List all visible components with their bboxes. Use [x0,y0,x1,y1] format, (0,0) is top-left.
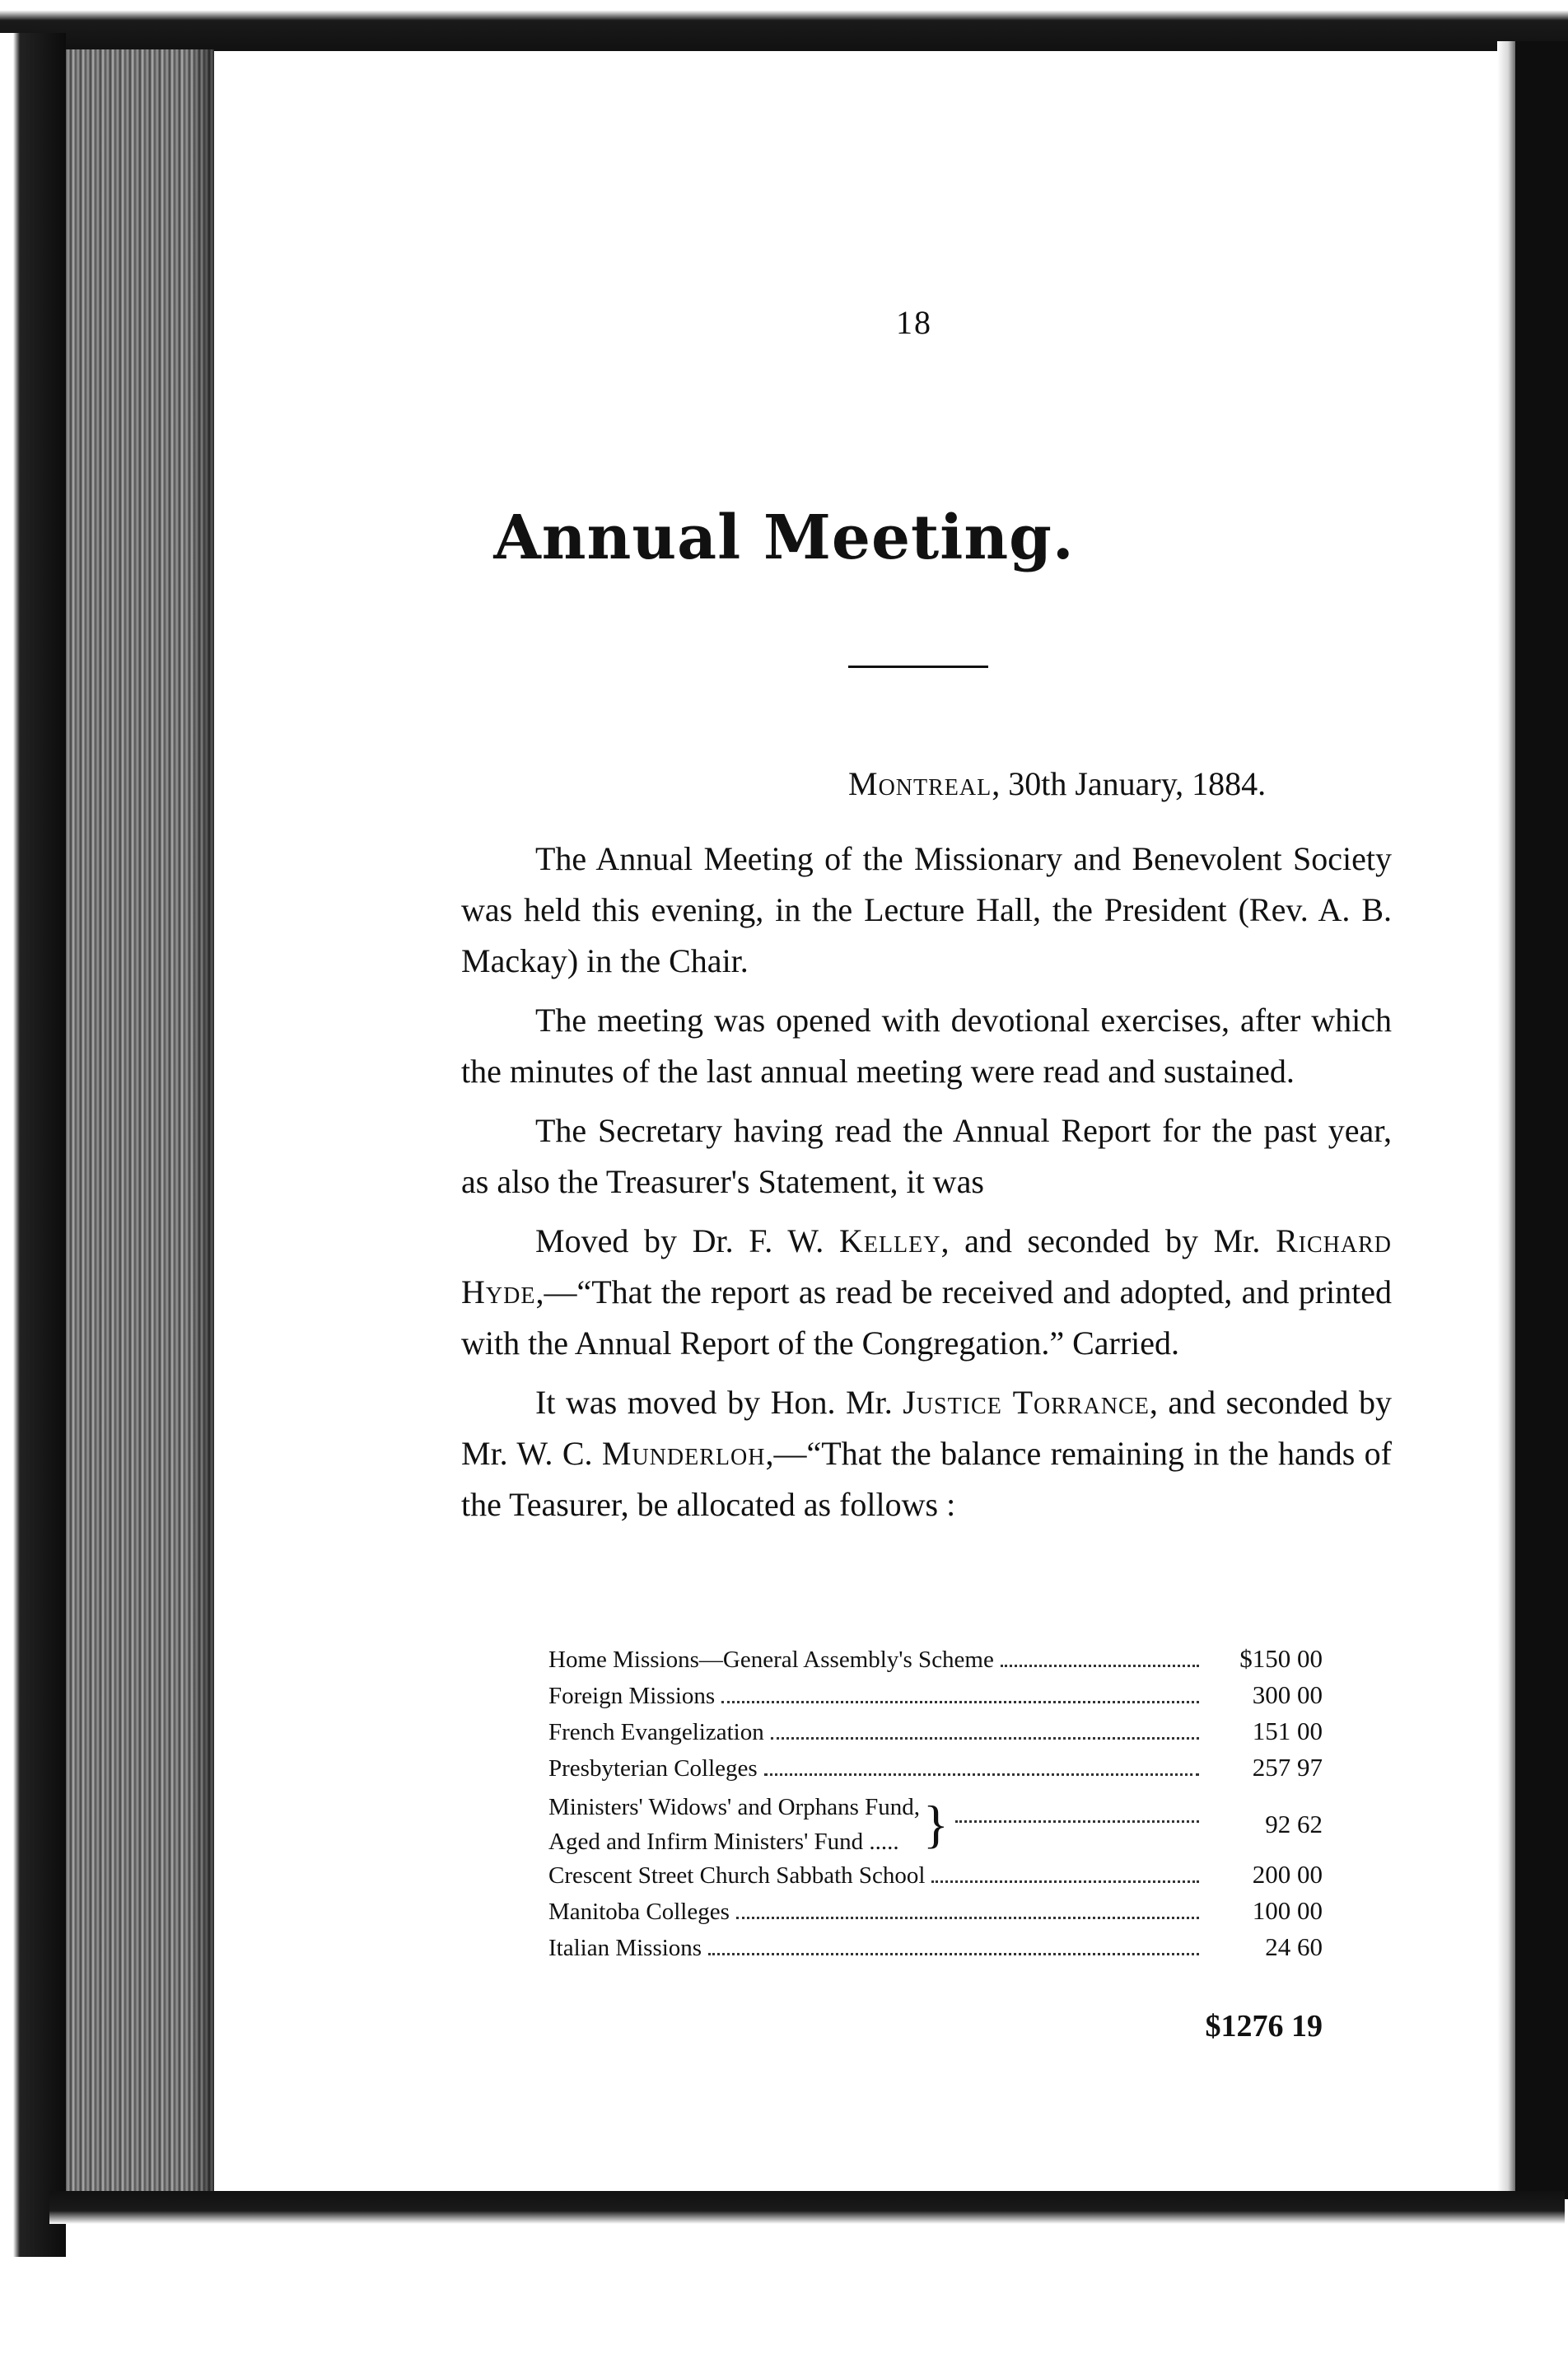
allocation-table [548,1644,1323,1969]
allocation-amount: 100 00 [1252,1896,1323,1925]
motion-1-mover: Kelley [838,1222,941,1259]
allocation-label: Home Missions—General Assembly's Scheme [548,1647,994,1673]
allocation-amount: $150 00 [1239,1644,1323,1673]
paragraph-motion-2 [461,1377,1392,1530]
title-rule [848,666,988,668]
allocation-label: Aged and Infirm Ministers' Fund ..... [548,1829,899,1855]
allocation-row [548,1860,1323,1896]
motion-2-seconder: Munderloh [601,1435,766,1472]
book-left-cover [0,33,66,2257]
brace-glyph: } [923,1795,949,1853]
leader-dots [771,1737,1199,1740]
gutter-shadow [189,49,214,2207]
allocation-row [548,1932,1323,1969]
allocation-total: $1276 19 [1205,2009,1323,2044]
allocation-amount: 200 00 [1252,1860,1323,1889]
dateline-city: Montreal [848,765,992,802]
allocation-amount: 257 97 [1252,1753,1323,1782]
leader-dots [736,1917,1199,1919]
allocation-amount: 151 00 [1252,1717,1323,1745]
allocation-amount: 92 62 [1265,1810,1323,1838]
allocation-amount: 300 00 [1252,1680,1323,1709]
motion-2-text: It was moved by Hon. Mr. [535,1384,903,1421]
motion-1-seconder: Richard Hyde [461,1222,1392,1310]
motion-1-resolution: ,—“That the report as read be received and adopted, and printed with the Annual Report of the Congregation.” Carried. [461,1273,1392,1362]
paragraph-opening: The meeting was opened with devotional exercises, after which the minutes of the last annual meeting were read and sustained. [461,1002,1392,1090]
allocation-label-group [548,1790,920,1859]
motion-2-mover: Justice Torrance [903,1384,1150,1421]
leader-dots [764,1773,1199,1776]
allocation-row [548,1644,1323,1680]
allocation-amount: 24 60 [1265,1932,1323,1961]
allocation-label: Foreign Missions [548,1683,716,1709]
allocation-row-combined [548,1789,1323,1860]
allocation-label: French Evangelization [548,1719,764,1745]
book-right-page-edge [1497,41,1515,2199]
book-bottom-edge [49,2191,1565,2224]
leader-dots [721,1701,1199,1703]
dateline-date: , 30th January, 1884. [992,765,1267,802]
allocation-label: Crescent Street Church Sabbath School [548,1862,926,1889]
leader-dots [955,1820,1199,1823]
book-top-edge [0,0,1568,51]
allocation-label: Presbyterian Colleges [548,1755,758,1782]
allocation-row [548,1753,1323,1789]
motion-1-text: Moved by Dr. F. W. [535,1222,839,1259]
dateline [848,764,1266,803]
motion-2-text-mid: , and seconded by Mr. W. C. [461,1384,1393,1472]
paragraph-meeting-held: The Annual Meeting of the Missionary and Benevolent Society was held this evening, in the Lecture Hall, the President (Rev. A. B. Mackay) in the Chair. [461,840,1392,979]
leader-dots [1001,1665,1199,1667]
allocation-row [548,1680,1323,1717]
allocation-row [548,1896,1323,1932]
paragraph-secretary: The Secretary having read the Annual Report for the past year, as also the Treasurer's Statement, it was [461,1112,1392,1200]
paragraph-motion-1 [461,1216,1392,1369]
book-right-cover [1515,41,1568,2199]
allocation-label: Manitoba Colleges [548,1899,730,1925]
body-text [461,834,1392,1539]
page-title: Annual Meeting. [493,502,1075,573]
leader-dots [708,1953,1199,1955]
motion-1-text-mid: , and seconded by Mr. [940,1222,1276,1259]
leader-dots [931,1880,1199,1883]
page-number: 18 [896,304,932,341]
motion-2-resolution: ,—“That the balance remaining in the hands of the Teasurer, be allocated as follows : [461,1435,1393,1523]
allocation-label: Italian Missions [548,1935,702,1961]
allocation-label: Ministers' Widows' and Orphans Fund, [548,1794,920,1820]
allocation-row [548,1717,1323,1753]
